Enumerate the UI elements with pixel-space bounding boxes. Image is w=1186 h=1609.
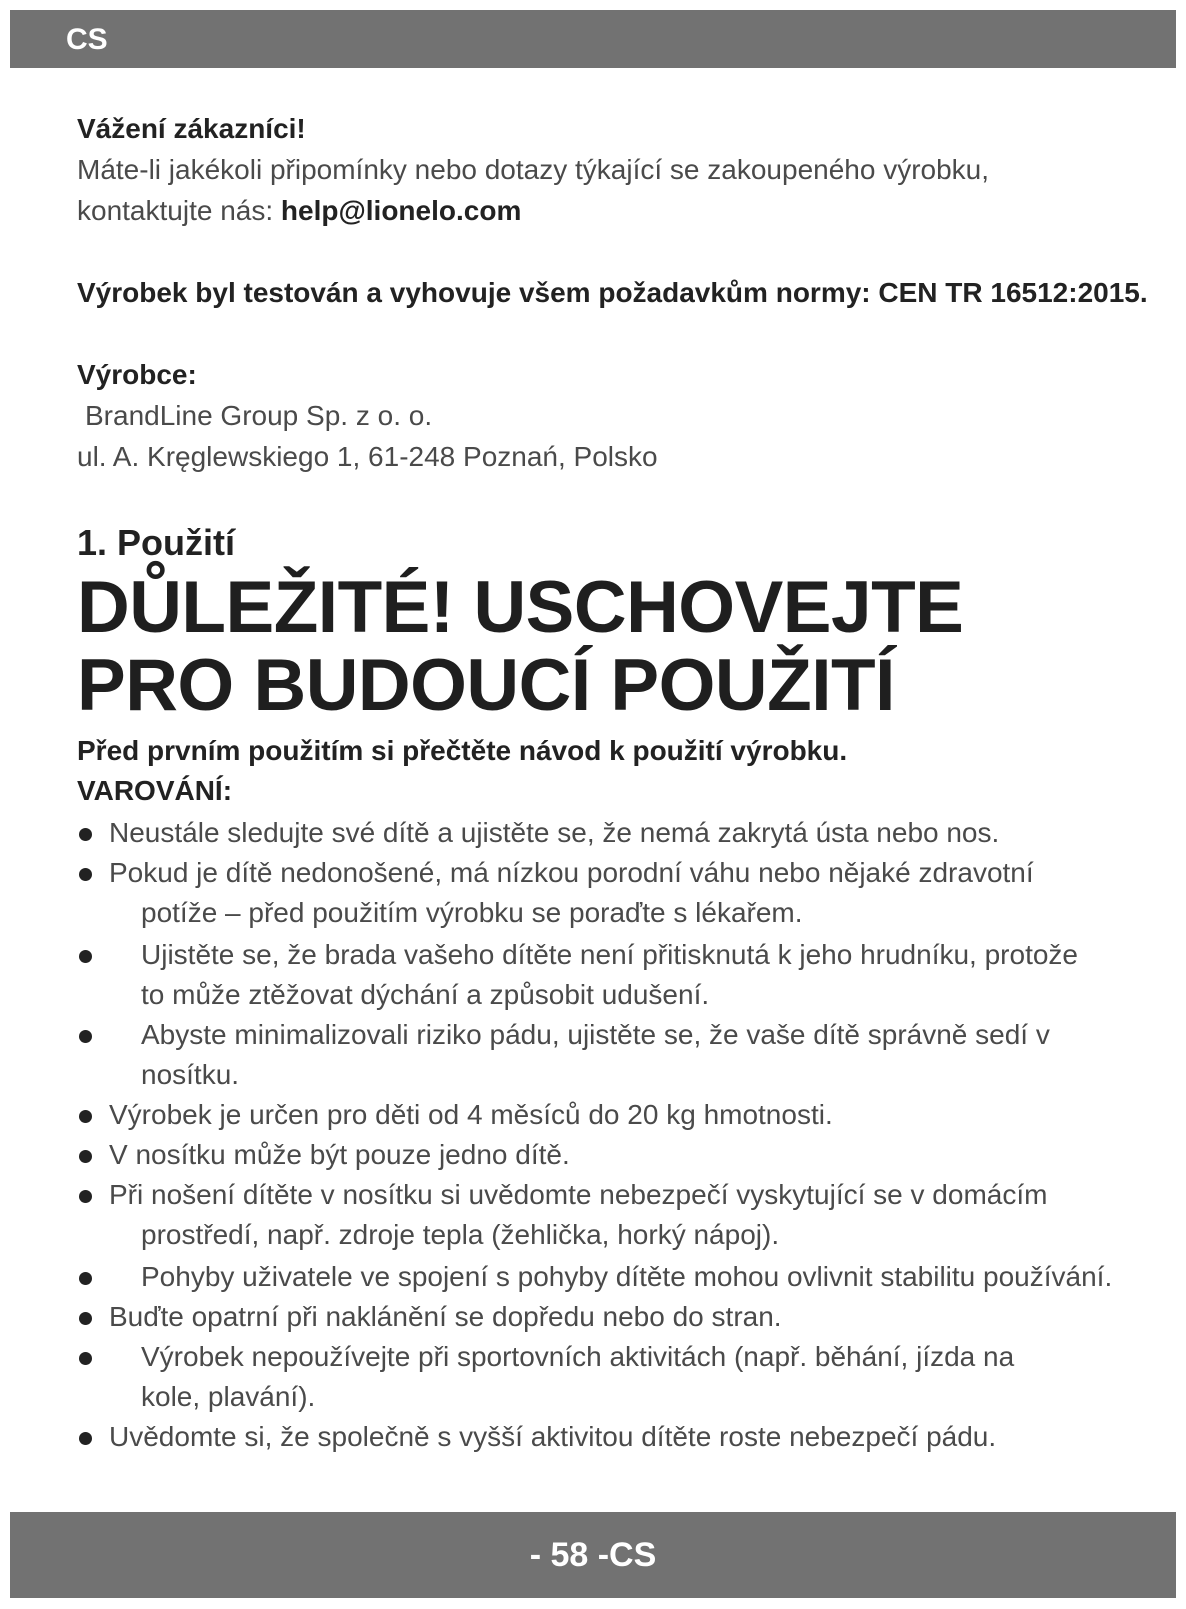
bullet-icon <box>79 1312 92 1325</box>
warning-item: Neustále sledujte své dítě a ujistěte se, že nemá zakrytá ústa nebo nos. <box>77 813 1157 853</box>
warning-item: Buďte opatrní při naklánění se dopředu nebo do stran. <box>77 1297 1157 1337</box>
read-manual-notice: Před prvním použitím si přečtěte návod k použití výrobku. <box>77 735 848 766</box>
warning-item: Výrobek je určen pro děti od 4 měsíců do 20 kg hmotnosti. <box>77 1095 1157 1135</box>
warning-item: Pohyby uživatele ve spojení s pohyby dítěte mohou ovlivnit stabilitu používání. <box>77 1257 1157 1297</box>
page-content <box>77 108 1157 1457</box>
warning-item: Pokud je dítě nedonošené, má nízkou porodní váhu nebo nějaké zdravotní potíže – před použitím výrobku se poraďte s lékařem. <box>77 853 1157 933</box>
manufacturer-label: Výrobce: <box>77 359 197 390</box>
manufacturer-name: BrandLine Group Sp. z o. o. <box>85 400 433 431</box>
contact-line-1: Máte-li jakékoli připomínky nebo dotazy týkající se zakoupeného výrobku, <box>77 154 990 185</box>
warning-item: Při nošení dítěte v nosítku si uvědomte nebezpečí vyskytující se v domácím prostředí, např. zdroje tepla (žehlička, horký nápoj). <box>77 1175 1157 1255</box>
bullet-icon <box>79 1150 92 1163</box>
bullet-icon <box>79 1030 92 1043</box>
warning-item: Výrobek nepoužívejte při sportovních aktivitách (např. běhání, jízda na kole, plavání). <box>77 1337 1157 1417</box>
norm-statement: Výrobek byl testován a vyhovuje všem požadavkům normy: CEN TR 16512:2015. <box>77 277 1148 308</box>
important-title-line-2: PRO BUDOUCÍ POUŽITÍ <box>77 645 895 726</box>
greeting: Vážení zákazníci! <box>77 113 306 144</box>
bullet-icon <box>79 1432 92 1445</box>
important-title-line-1: DŮLEŽITÉ! USCHOVEJTE <box>77 567 964 648</box>
section-heading: 1. Použití <box>77 522 236 563</box>
manufacturer-address: ul. A. Kręglewskiego 1, 61-248 Poznań, Polsko <box>77 441 658 472</box>
bullet-icon <box>79 1272 92 1285</box>
warning-item: Abyste minimalizovali riziko pádu, ujistěte se, že vaše dítě správně sedí v nosítku. <box>77 1015 1157 1095</box>
bullet-icon <box>79 828 92 841</box>
support-email-link[interactable]: help@lionelo.com <box>280 195 522 226</box>
warning-item: Uvědomte si, že společně s vyšší aktivitou dítěte roste nebezpečí pádu. <box>77 1417 1157 1457</box>
bullet-icon <box>79 1110 92 1123</box>
warning-list <box>77 813 1157 1457</box>
bullet-icon <box>79 950 92 963</box>
page-number: - 58 -CS <box>529 1536 657 1574</box>
warning-item: V nosítku může být pouze jedno dítě. <box>77 1135 1157 1175</box>
bullet-icon <box>79 1190 92 1203</box>
warning-item: Ujistěte se, že brada vašeho dítěte není přitisknutá k jeho hrudníku, protože to může ztěžovat dýchání a způsobit udušení. <box>77 935 1157 1015</box>
contact-prefix: kontaktujte nás: <box>77 195 281 226</box>
header-language-code: CS <box>66 23 108 56</box>
bullet-icon <box>79 868 92 881</box>
bullet-icon <box>79 1352 92 1365</box>
warning-label: VAROVÁNÍ: <box>77 775 233 806</box>
header-bar <box>10 10 1176 68</box>
contact-line-2 <box>77 190 1157 231</box>
